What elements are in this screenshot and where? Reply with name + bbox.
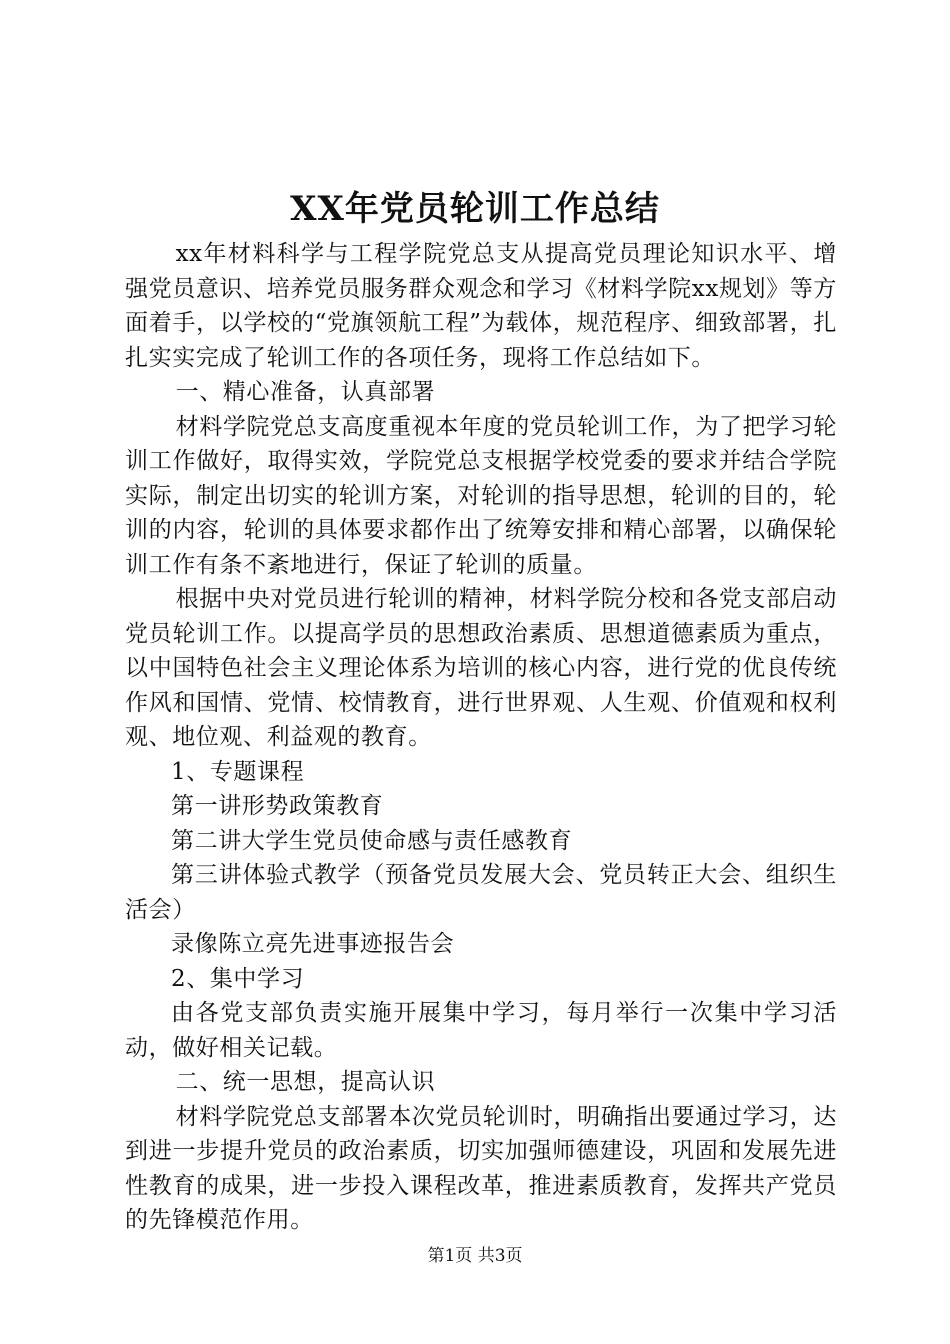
- intro-paragraph: xx年材料科学与工程学院党总支从提高党员理论知识水平、增强党员意识、培养党员服务群众观念和学习《材料学院xx规划》等方面着手，以学校的“党旗领航工程”为载体，规范程序、细致部署，扎扎实实完成了轮训工作的各项任务，现将工作总结如下。: [125, 241, 837, 371]
- subsection-heading-2: 2、集中学习: [171, 965, 305, 992]
- body-paragraph: 由各党支部负责实施开展集中学习，每月举行一次集中学习活动，做好相关记载。: [125, 1000, 837, 1061]
- page-number-footer: 第1页 共3页: [427, 1246, 523, 1266]
- list-item: 第一讲形势政策教育: [171, 793, 384, 819]
- body-paragraph: 材料学院党总支高度重视本年度的党员轮训工作，为了把学习轮训工作做好，取得实效，学院党总支根据学校党委的要求并结合学院实际，制定出切实的轮训方案，对轮训的指导思想，轮训的目的，轮训的内容，轮训的具体要求都作出了统筹安排和精心部署，以确保轮训工作有条不紊地进行，保证了轮训的质量。: [125, 413, 837, 578]
- list-item: 第三讲体验式教学（预备党员发展大会、党员转正大会、组织生活会）: [125, 862, 837, 923]
- section-heading-1: 一、精心准备，认真部署: [175, 379, 436, 405]
- document-body: [125, 237, 837, 1238]
- document-title: XX年党员轮训工作总结: [290, 189, 660, 229]
- list-item: 第二讲大学生党员使命感与责任感教育: [171, 827, 573, 854]
- list-item: 录像陈立亮先进事迹报告会: [171, 931, 455, 957]
- subsection-heading-1: 1、专题课程: [171, 758, 305, 785]
- body-paragraph: 根据中央对党员进行轮训的精神，材料学院分校和各党支部启动党员轮训工作。以提高学员的思想政治素质、思想道德素质为重点，以中国特色社会主义理论体系为培训的核心内容，进行党的优良传统作风和国情、党情、校情教育，进行世界观、人生观、价值观和权利观、地位观、利益观的教育。: [125, 586, 837, 750]
- section-heading-2: 二、统一思想，提高认识: [175, 1069, 436, 1095]
- body-paragraph: 材料学院党总支部署本次党员轮训时，明确指出要通过学习，达到进一步提升党员的政治素质，切实加强师德建设，巩固和发展先进性教育的成果，进一步投入课程改革，推进素质教育，发挥共产党员的先锋模范作用。: [125, 1103, 837, 1233]
